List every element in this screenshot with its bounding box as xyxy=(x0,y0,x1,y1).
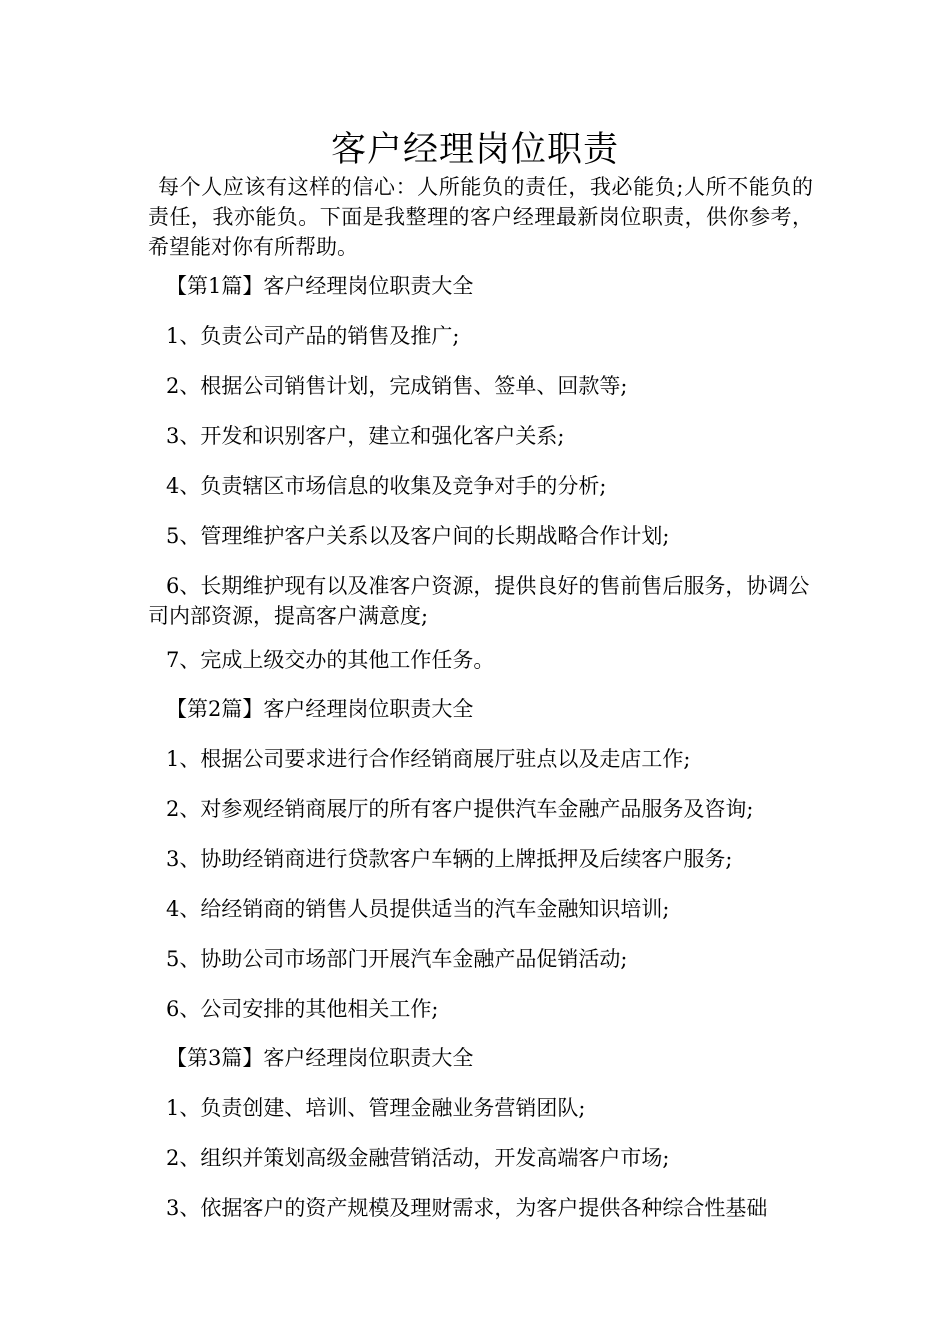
intro-paragraph: 每个人应该有这样的信心：人所能负的责任，我必能负;人所不能负的责任，我亦能负。下面是我整理的客户经理最新岗位职责，供你参考，希望能对你有所帮助。 xyxy=(148,175,813,259)
section-heading: 【第2篇】客户经理岗位职责大全 xyxy=(166,697,474,721)
list-item: 7、完成上级交办的其他工作任务。 xyxy=(166,648,495,672)
section-heading: 【第3篇】客户经理岗位职责大全 xyxy=(166,1046,474,1070)
list-item: 1、负责公司产品的销售及推广; xyxy=(166,324,460,348)
list-item: 2、对参观经销商展厅的所有客户提供汽车金融产品服务及咨询; xyxy=(166,797,754,821)
list-item: 4、负责辖区市场信息的收集及竞争对手的分析; xyxy=(166,474,607,498)
list-item: 3、协助经销商进行贷款客户车辆的上牌抵押及后续客户服务; xyxy=(166,847,733,871)
list-item: 3、开发和识别客户，建立和强化客户关系; xyxy=(166,424,565,448)
list-item: 5、协助公司市场部门开展汽车金融产品促销活动; xyxy=(166,947,628,971)
list-item: 2、组织并策划高级金融营销活动，开发高端客户市场; xyxy=(166,1146,670,1170)
list-item: 1、根据公司要求进行合作经销商展厅驻点以及走店工作; xyxy=(166,747,691,771)
list-item: 3、依据客户的资产规模及理财需求，为客户提供各种综合性基础 xyxy=(166,1196,768,1220)
list-item: 1、负责创建、培训、管理金融业务营销团队; xyxy=(166,1096,586,1120)
list-item: 4、给经销商的销售人员提供适当的汽车金融知识培训; xyxy=(166,897,670,921)
document-title: 客户经理岗位职责 xyxy=(330,130,619,170)
list-item: 5、管理维护客户关系以及客户间的长期战略合作计划; xyxy=(166,524,670,548)
section-heading: 【第1篇】客户经理岗位职责大全 xyxy=(166,274,474,298)
list-item: 2、根据公司销售计划，完成销售、签单、回款等; xyxy=(166,374,628,398)
list-item: 6、公司安排的其他相关工作; xyxy=(166,997,439,1021)
list-item: 6、长期维护现有以及准客户资源，提供良好的售前售后服务，协调公司内部资源，提高客户满意度; xyxy=(148,574,810,628)
